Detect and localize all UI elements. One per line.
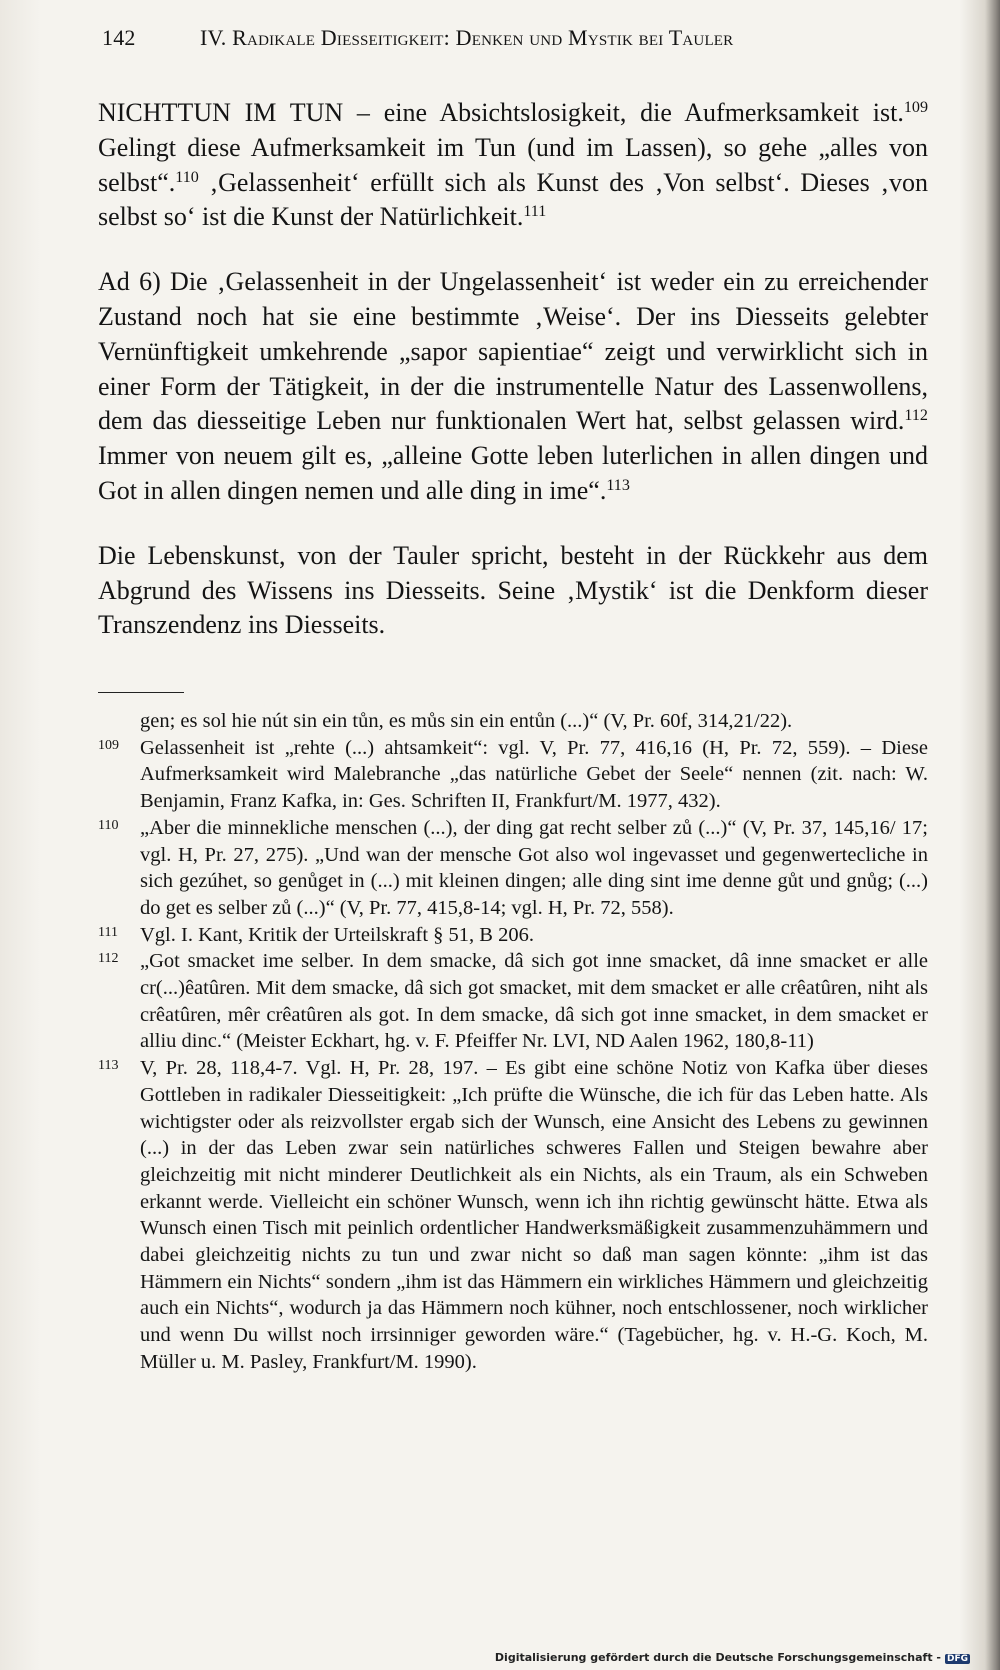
main-text: [98, 96, 928, 673]
paragraph-3: Die Lebenskunst, von der Tauler spricht, besteht in der Rückkehr aus dem Abgrund des Wissens ins Diesseits. Seine ‚Mystik‘ ist die Denkform dieser Transzendenz ins Diesseits.: [98, 540, 928, 640]
paragraph-2: [98, 265, 928, 509]
footnote-number: 111: [98, 924, 118, 940]
paragraph-1-text-a: NICHTTUN IM TUN – eine Absichtslosigkeit, die Aufmerksamkeit ist.: [98, 98, 904, 127]
footnote-number: 112: [98, 951, 119, 967]
footnote-continuation: [98, 708, 928, 735]
footnotes: [98, 708, 928, 1376]
footnote-ref-111[interactable]: 111: [523, 203, 547, 221]
paragraph-1-text-c: ‚Gelassenheit‘ erfüllt sich als Kunst des ‚Von selbst‘. Dieses ‚von selbst so‘ ist die Kunst der Natürlichkeit.: [98, 167, 928, 232]
footnote-continuation-text: gen; es sol hie nút sin ein tůn, es můs sin ein entůn (...)“ (V, Pr. 60f, 314,21/22).: [140, 710, 793, 732]
footnote-113: [98, 1055, 928, 1375]
dfg-logo: DFG: [946, 1654, 968, 1664]
paragraph-2-text-b: Immer von neuem gilt es, „alleine Gotte leben luterlichen in allen dingen und Got in allen dingen nemen und alle ding in ime“.: [98, 441, 928, 505]
footnote-110: [98, 815, 928, 922]
footnote-number: 110: [98, 817, 119, 833]
footnote-divider: [98, 692, 184, 693]
page-number: 142: [102, 25, 136, 50]
footnote-text: Gelassenheit ist „rehte (...) ahtsamkeit“: vgl. V, Pr. 77, 416,16 (H, Pr. 72, 559). – Diese Aufmerksamkeit wird Malebranche „das natürliche Gebet der Seele“ nennen (zit. nach: W. Benjamin, Franz Kafka, in: Ges. Schriften II, Frankfurt/M. 1977, 432).: [140, 736, 928, 813]
paragraph-1: [98, 96, 928, 235]
paragraph-1-text-b: Gelingt diese Aufmerksamkeit im Tun (und im Lassen), so gehe „alles von selbst“.: [98, 132, 928, 197]
footnote-ref-112[interactable]: 112: [904, 407, 928, 425]
footnote-112: [98, 948, 928, 1055]
footnote-109: [98, 735, 928, 815]
footnote-text: „Aber die minnekliche menschen (...), der ding gat recht selber zů (...)“ (V, Pr. 37, 145,16/ 17; vgl. H, Pr. 27, 275). „Und wan der mensche Got also wol ingevasset und gegenwertecliche in sich gezúhet, so genůget in (...) mit kleinen dingen; alle ding sint ime denne gůt und gnůg; (...) do get es selber zů (...)“ (V, Pr. 77, 415,8-14; vgl. H, Pr. 72, 558).: [140, 816, 928, 919]
footnote-text: V, Pr. 28, 118,4-7. Vgl. H, Pr. 28, 197. – Es gibt eine schöne Notiz von Kafka über dieses Gottleben in radikaler Diesseitigkeit: „Ich prüfte die Wünsche, die ich für das Leben hatte. Als wichtigster oder als reizvollster ergab sich der Wunsch, eine Ansicht des Lebens zu gewinnen (...) in der das Leben zwar sein natürliches schweres Fallen und Steigen bewahre aber gleichzeitig mit nicht minderer Deutlichkeit als ein Nichts, als ein Traum, als ein Schweben erkannt werde. Vielleicht ein schöner Wunsch, wenn ich ihn richtig gewünscht hätte. Etwa als Wunsch einen Tisch mit peinlich ordentlicher Handwerksmäßigkeit zusammenzuhämmern und dabei gleichzeitig nichts zu tun und zwar nicht so daß man sagen könnte: „ihm ist das Hämmern ein Nichts“ sondern „ihm ist das Hämmern ein wirkliches Hämmern und gleichzeitig auch ein Nichts“, wodurch ja das Hämmern noch kühner, noch entschlossener, noch wirklicher und wenn Du willst noch irrsinniger geworden wäre.“ (Tagebücher, hg. v. H.-G. Koch, M. Müller u. M. Pasley, Frankfurt/M. 1990).: [140, 1057, 928, 1373]
footnote-text: „Got smacket ime selber. In dem smacke, dâ sich got inne smacket, dâ inne smacket er alle cr(...)êatûren. Mit dem smacke, dâ sich got smacket, mit dem smacket er alle crêatûren, niht als crêatûren, mêr crêatûren als got. In dem smacke, dâ sich got inne smacket, in dem smacket er alliu dinc.“ (Meister Eckhart, hg. v. F. Pfeiffer Nr. LVI, ND Aalen 1962, 180,8-11): [140, 950, 928, 1053]
footnote-text: Vgl. I. Kant, Kritik der Urteilskraft § 51, B 206.: [140, 923, 534, 946]
footnote-ref-113[interactable]: 113: [606, 477, 630, 495]
paragraph-2-text-a: Ad 6) Die ‚Gelassenheit in der Ungelassenheit‘ ist weder ein zu erreichender Zustand noch hat sie eine bestimmte ‚Weise‘. Der ins Diesseits gelebter Vernünftigkeit umkehrende „sapor sapientiae“ zeigt und verwirklicht sich in einer Form der Tätigkeit, in der die instrumentelle Natur des Lassenwollens, dem das diesseitige Leben nur funktionalen Wert hat, selbst gelassen wird.: [98, 267, 928, 436]
footnote-ref-110[interactable]: 110: [175, 168, 199, 186]
running-header: [102, 25, 962, 51]
digitization-credit: [495, 1651, 970, 1664]
running-title: IV. Radikale Diesseitigkeit: Denken und Mystik bei Tauler: [200, 25, 734, 50]
footnote-number: 113: [98, 1058, 119, 1074]
digitization-credit-text: Digitalisierung gefördert durch die Deutsche Forschungsgemeinschaft -: [494, 1651, 941, 1664]
footnote-ref-109[interactable]: 109: [903, 99, 928, 117]
footnote-number: 109: [98, 737, 119, 753]
footnote-111: [98, 922, 928, 949]
